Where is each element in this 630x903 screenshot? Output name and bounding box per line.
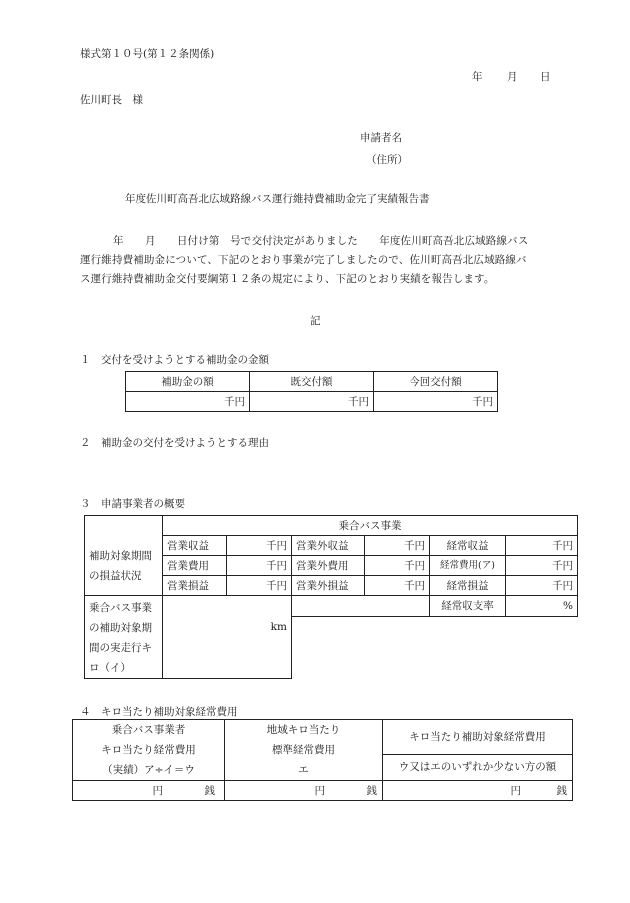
ordinary-ratio-label: 経常収支率 xyxy=(430,596,506,617)
ordinary-expense-label: 経常費用(ア) xyxy=(430,556,506,576)
bus-cost-header-line-3: （実績）ア÷イ＝ウ xyxy=(102,764,195,776)
section2-heading: ２ 補助金の交付を受けようとする理由 xyxy=(80,437,269,449)
non-operating-revenue-value: 千円 xyxy=(365,536,430,556)
header-subsidy-amount: 補助金の額 xyxy=(126,372,250,392)
ordinary-expense-value: 千円 xyxy=(506,556,578,576)
actual-km-label: 乗合バス事業の補助対象期間の実走行キロ（イ） xyxy=(85,596,163,679)
regional-cost-header-line-3: エ xyxy=(298,764,309,776)
body-line-1: 年 月 日付け第 号で交付決定がありました 年度佐川町高吾北広域路線バス xyxy=(113,235,529,247)
body-line-2: 運行維持費補助金について、下記のとおり事業が完了しましたので、佐川町高吾北広域路線バ xyxy=(80,254,527,266)
applicant-address-label: （住所） xyxy=(366,154,408,166)
non-operating-revenue-label: 営業外収益 xyxy=(292,536,365,556)
regional-cost-header-line-1: 地域キロ当たり xyxy=(266,724,341,736)
operating-expense-label: 営業費用 xyxy=(163,556,227,576)
section4-heading: ４ キロ当たり補助対象経常費用 xyxy=(80,706,238,718)
sen-unit: 銭 xyxy=(204,784,215,797)
ordinary-ratio-value: % xyxy=(506,596,578,617)
section1-heading: １ 交付を受けようとする補助金の金額 xyxy=(80,354,269,366)
subsidy-cost-value-cell xyxy=(383,781,573,801)
document-title: 年度佐川町高吾北広域路線バス運行維持費補助金完了実績報告書 xyxy=(125,193,430,205)
profit-loss-label: 補助対象期間の損益状況 xyxy=(85,536,163,596)
subsidy-amount-cell: 千円 xyxy=(126,392,250,412)
ki-label: 記 xyxy=(310,315,321,327)
operating-profit-value: 千円 xyxy=(227,576,292,596)
non-operating-expense-label: 営業外費用 xyxy=(292,556,365,576)
regional-cost-value-cell xyxy=(225,781,383,801)
operating-revenue-value: 千円 xyxy=(227,536,292,556)
body-line-3: ス運行維持費補助金交付要綱第１２条の規定により、下記のとおり実績を報告します。 xyxy=(80,273,495,285)
bus-cost-header-line-2: キロ当たり経常費用 xyxy=(101,744,196,756)
yen-unit: 円 xyxy=(152,784,163,797)
header-already-granted: 既交付額 xyxy=(250,372,374,392)
subsidy-amount-table xyxy=(125,371,498,412)
non-operating-expense-value: 千円 xyxy=(365,556,430,576)
non-operating-profit-value: 千円 xyxy=(365,576,430,596)
sen-unit: 銭 xyxy=(556,784,567,797)
ordinary-revenue-value: 千円 xyxy=(506,536,578,556)
operating-revenue-label: 営業収益 xyxy=(163,536,227,556)
yen-unit: 円 xyxy=(510,784,521,797)
subsidy-cost-header: キロ当たり補助対象経常費用 xyxy=(383,720,573,755)
bus-business-header: 乗合バス事業 xyxy=(163,516,578,536)
applicant-name-label: 申請者名 xyxy=(360,132,402,144)
bus-cost-value-cell xyxy=(73,781,225,801)
ordinary-revenue-label: 経常収益 xyxy=(430,536,506,556)
actual-km-value: km xyxy=(163,596,292,679)
date-month: 月 xyxy=(507,71,518,83)
addressee: 佐川町長 様 xyxy=(80,94,143,106)
sen-unit: 銭 xyxy=(366,784,377,797)
date-day: 日 xyxy=(540,71,551,83)
regional-standard-cost-header xyxy=(225,720,383,781)
yen-unit: 円 xyxy=(314,784,325,797)
cost-per-km-table xyxy=(72,719,573,801)
bus-cost-header-line-1: 乗合バス事業者 xyxy=(111,724,186,736)
form-number: 様式第１０号(第１２条関係) xyxy=(80,48,215,60)
regional-cost-header-line-2: 標準経常費用 xyxy=(272,744,335,756)
current-grant-cell: 千円 xyxy=(374,392,498,412)
date-year: 年 xyxy=(472,71,483,83)
section3-heading: ３ 申請事業者の概要 xyxy=(80,498,185,510)
ordinary-profit-value: 千円 xyxy=(506,576,578,596)
applicant-overview-table xyxy=(84,515,578,679)
operating-profit-label: 営業損益 xyxy=(163,576,227,596)
body-paragraph xyxy=(80,232,558,289)
bus-cost-header xyxy=(73,720,225,781)
subsidy-cost-subheader: ウ又はエのいずれか少ない方の額 xyxy=(383,754,573,780)
ordinary-profit-label: 経常損益 xyxy=(430,576,506,596)
non-operating-profit-label: 営業外損益 xyxy=(292,576,365,596)
header-current-grant: 今回交付額 xyxy=(374,372,498,392)
operating-expense-value: 千円 xyxy=(227,556,292,576)
already-granted-cell: 千円 xyxy=(250,392,374,412)
